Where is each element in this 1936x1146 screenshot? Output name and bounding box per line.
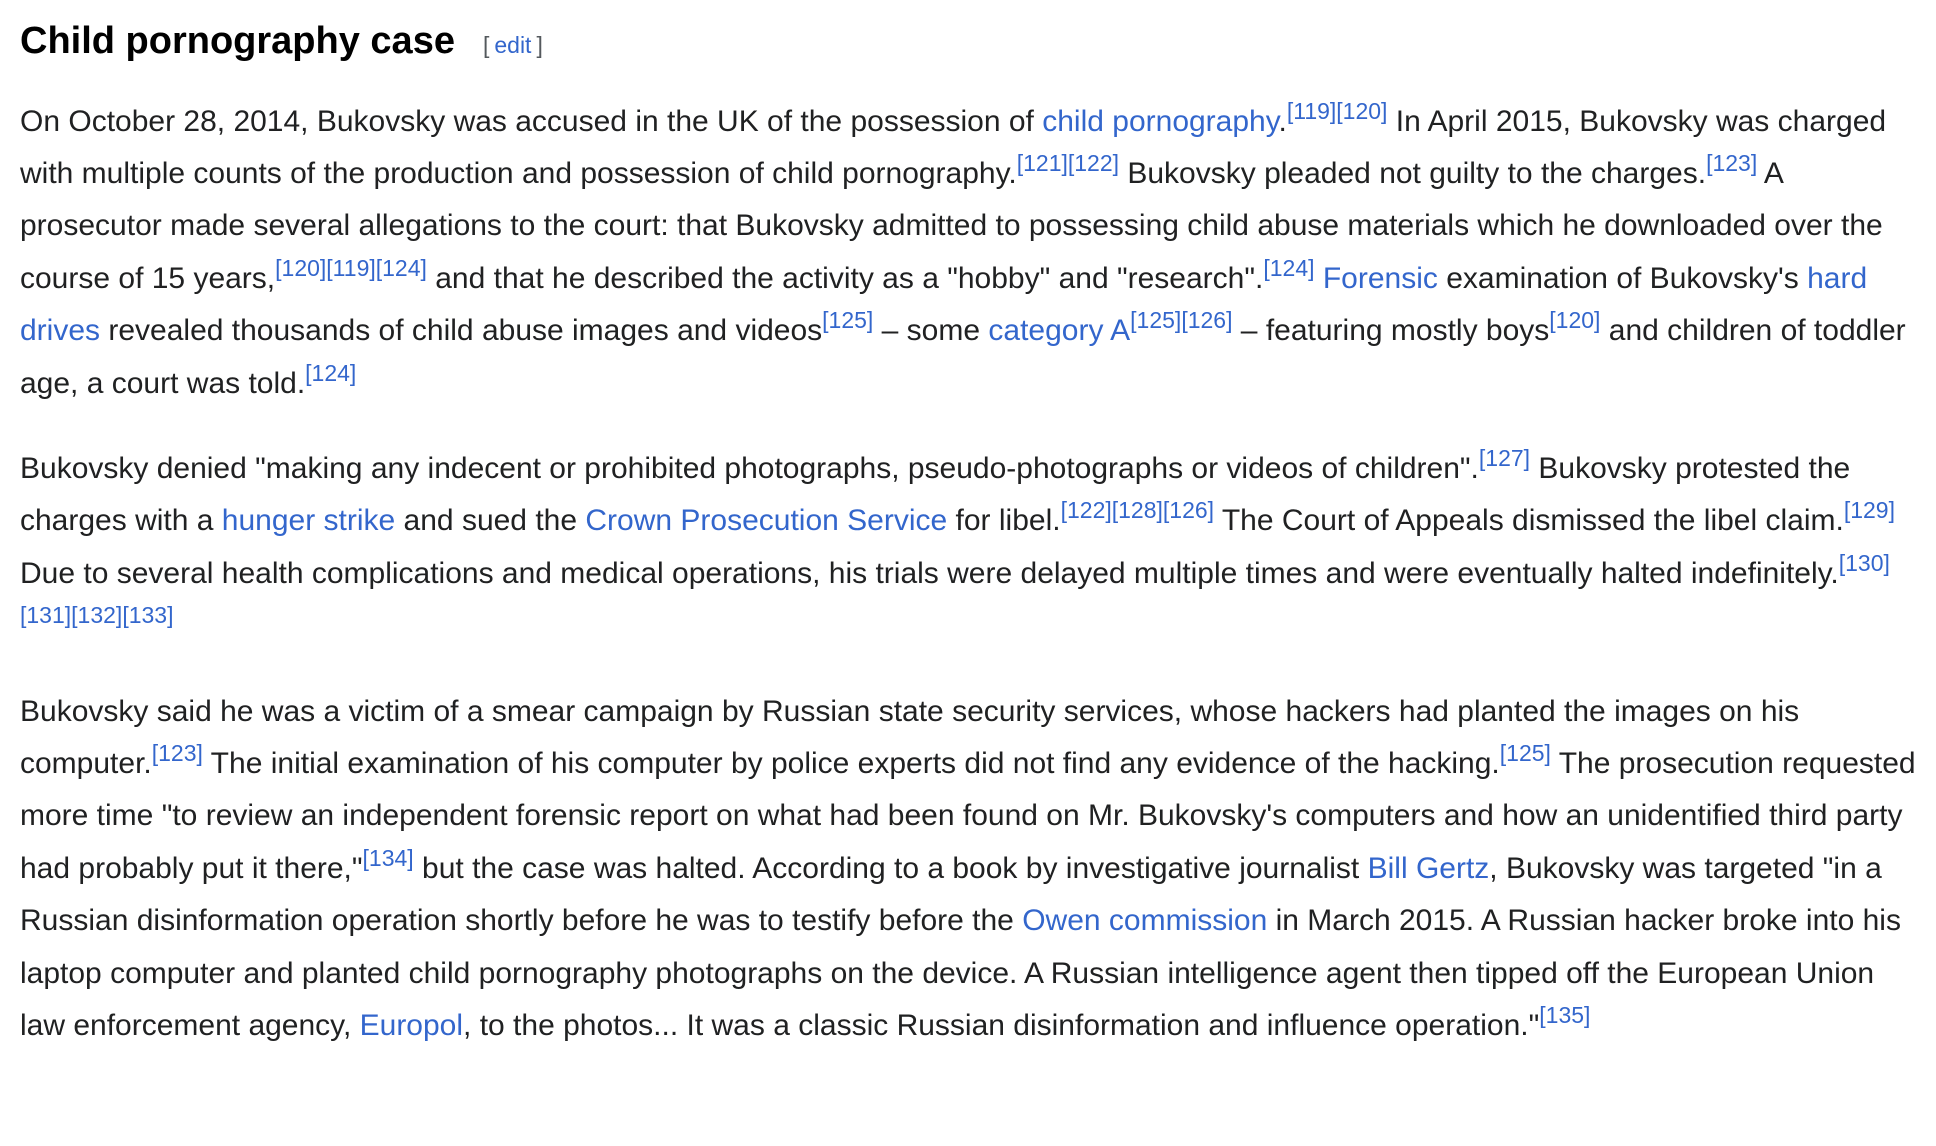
paragraph-text: Bukovsky protested the charges with a <box>20 451 1851 538</box>
link-crown-prosecution-service[interactable]: Crown Prosecution Service <box>585 504 948 538</box>
link-hard-drives[interactable]: hard drives <box>20 261 1868 348</box>
paragraph-text: but the case was halted. According to a book by investigative journalist <box>413 851 1368 885</box>
paragraph-text: A prosecutor made several allegations to the court: that Bukovsky admitted to possessing child abuse materials which he downloaded over the course of 15 years, <box>20 156 1883 295</box>
reference-citation[interactable]: [121] <box>1016 149 1068 176</box>
reference-citation[interactable]: [120] <box>275 254 327 281</box>
paragraph-text: In April 2015, Bukovsky was charged with multiple counts of the production and possession of child pornography. <box>20 104 1887 190</box>
paragraph-text: Bukovsky said he was a victim of a smear campaign by Russian state security services, whose hackers had planted the images on his computer. <box>20 694 1800 780</box>
paragraph-text: On October 28, 2014, Bukovsky was accused in the UK of the possession of <box>20 104 1043 138</box>
paragraph-text: . <box>1278 104 1287 138</box>
paragraph-text: revealed thousands of child abuse images and videos <box>100 314 823 348</box>
link-bill-gertz[interactable]: Bill Gertz <box>1367 851 1490 885</box>
reference-citation[interactable]: [124] <box>305 359 357 386</box>
link-hunger-strike[interactable]: hunger strike <box>221 504 396 538</box>
reference-citation[interactable]: [130] <box>1838 549 1890 576</box>
reference-citation[interactable]: [120] <box>1549 307 1601 334</box>
reference-citation[interactable]: [127] <box>1478 444 1531 471</box>
reference-citation[interactable]: [124] <box>1263 254 1315 281</box>
reference-citation[interactable]: [122] <box>1060 497 1112 524</box>
reference-citation[interactable]: [135] <box>1539 1002 1591 1028</box>
reference-citation[interactable]: [134] <box>362 844 414 871</box>
paragraph-text: – featuring mostly boys <box>1232 314 1550 348</box>
paragraph-text: The Court of Appeals dismissed the libel claim. <box>1214 504 1844 538</box>
paragraph-2 <box>20 443 1920 653</box>
reference-citation[interactable]: [122] <box>1067 149 1120 176</box>
paragraph-text: for libel. <box>947 504 1061 538</box>
section-heading <box>20 18 1920 66</box>
reference-citation[interactable]: [126] <box>1162 497 1215 524</box>
paragraph-text: in March 2015. A Russian hacker broke into his laptop computer and planted child pornography photographs on the device. A Russian intelligence agent then tipped off the European Union law enforcement agency, <box>20 904 1901 1042</box>
reference-citation[interactable]: [123] <box>151 739 203 766</box>
paragraph-3 <box>20 686 1920 1053</box>
reference-citation[interactable]: [124] <box>375 254 427 281</box>
edit-bracket-open: [ <box>482 32 490 58</box>
paragraph-text: , to the photos... It was a classic Russian disinformation and influence operation." <box>463 1009 1540 1042</box>
reference-citation[interactable]: [128] <box>1111 497 1163 524</box>
reference-citation[interactable]: [119] <box>326 254 376 281</box>
link-category-a[interactable]: category A <box>988 314 1131 348</box>
reference-citation[interactable]: [132] <box>71 602 123 629</box>
paragraph-text: and that he described the activity as a "hobby" and "research". <box>426 261 1264 295</box>
link-owen-commission[interactable]: Owen commission <box>1022 904 1268 938</box>
link-forensic[interactable]: Forensic <box>1322 261 1438 295</box>
edit-bracket-close: ] <box>536 32 543 58</box>
paragraph-text: examination of Bukovsky's <box>1437 261 1808 295</box>
reference-citation[interactable]: [126] <box>1181 307 1233 334</box>
paragraph-text: – some <box>873 314 989 348</box>
paragraph-text: Bukovsky denied "making any indecent or prohibited photographs, pseudo-photographs or videos of children". <box>20 451 1479 485</box>
reference-citation[interactable]: [123] <box>1706 149 1758 176</box>
paragraph-text: , Bukovsky was targeted "in a Russian disinformation operation shortly before he was to testify before the <box>20 851 1882 938</box>
reference-citation[interactable]: [119] <box>1286 97 1337 124</box>
paragraph-text: Bukovsky pleaded not guilty to the charges. <box>1119 156 1707 190</box>
reference-citation[interactable]: [125] <box>1130 307 1182 334</box>
reference-citation[interactable]: [120] <box>1336 97 1388 124</box>
reference-citation[interactable]: [129] <box>1843 497 1895 524</box>
paragraph-text: and children of toddler age, a court was told. <box>20 314 1906 400</box>
article-content <box>20 18 1920 1085</box>
edit-link[interactable]: edit <box>494 32 532 58</box>
paragraph-text <box>1315 262 1323 295</box>
reference-citation[interactable]: [125] <box>822 307 874 334</box>
reference-citation[interactable]: [133] <box>122 602 174 629</box>
reference-citation[interactable]: [131] <box>20 602 72 629</box>
edit-section <box>483 32 543 59</box>
paragraph-text: and sued the <box>395 504 586 538</box>
paragraph-text: The prosecution requested more time "to review an independent forensic report on what had been found on Mr. Bukovsky's computers and how an unidentified third party had probably put it there," <box>20 746 1916 885</box>
paragraph-text: The initial examination of his computer by police experts did not find any evidence of the hacking. <box>202 746 1500 780</box>
section-title: Child pornography case <box>20 20 455 62</box>
paragraph-1 <box>20 96 1920 410</box>
link-child-pornography[interactable]: child pornography <box>1042 104 1279 138</box>
reference-citation[interactable]: [125] <box>1499 739 1551 766</box>
paragraph-text: Due to several health complications and medical operations, his trials were delayed multiple times and were eventually halted indefinitely. <box>20 556 1839 590</box>
link-europol[interactable]: Europol <box>359 1009 464 1042</box>
